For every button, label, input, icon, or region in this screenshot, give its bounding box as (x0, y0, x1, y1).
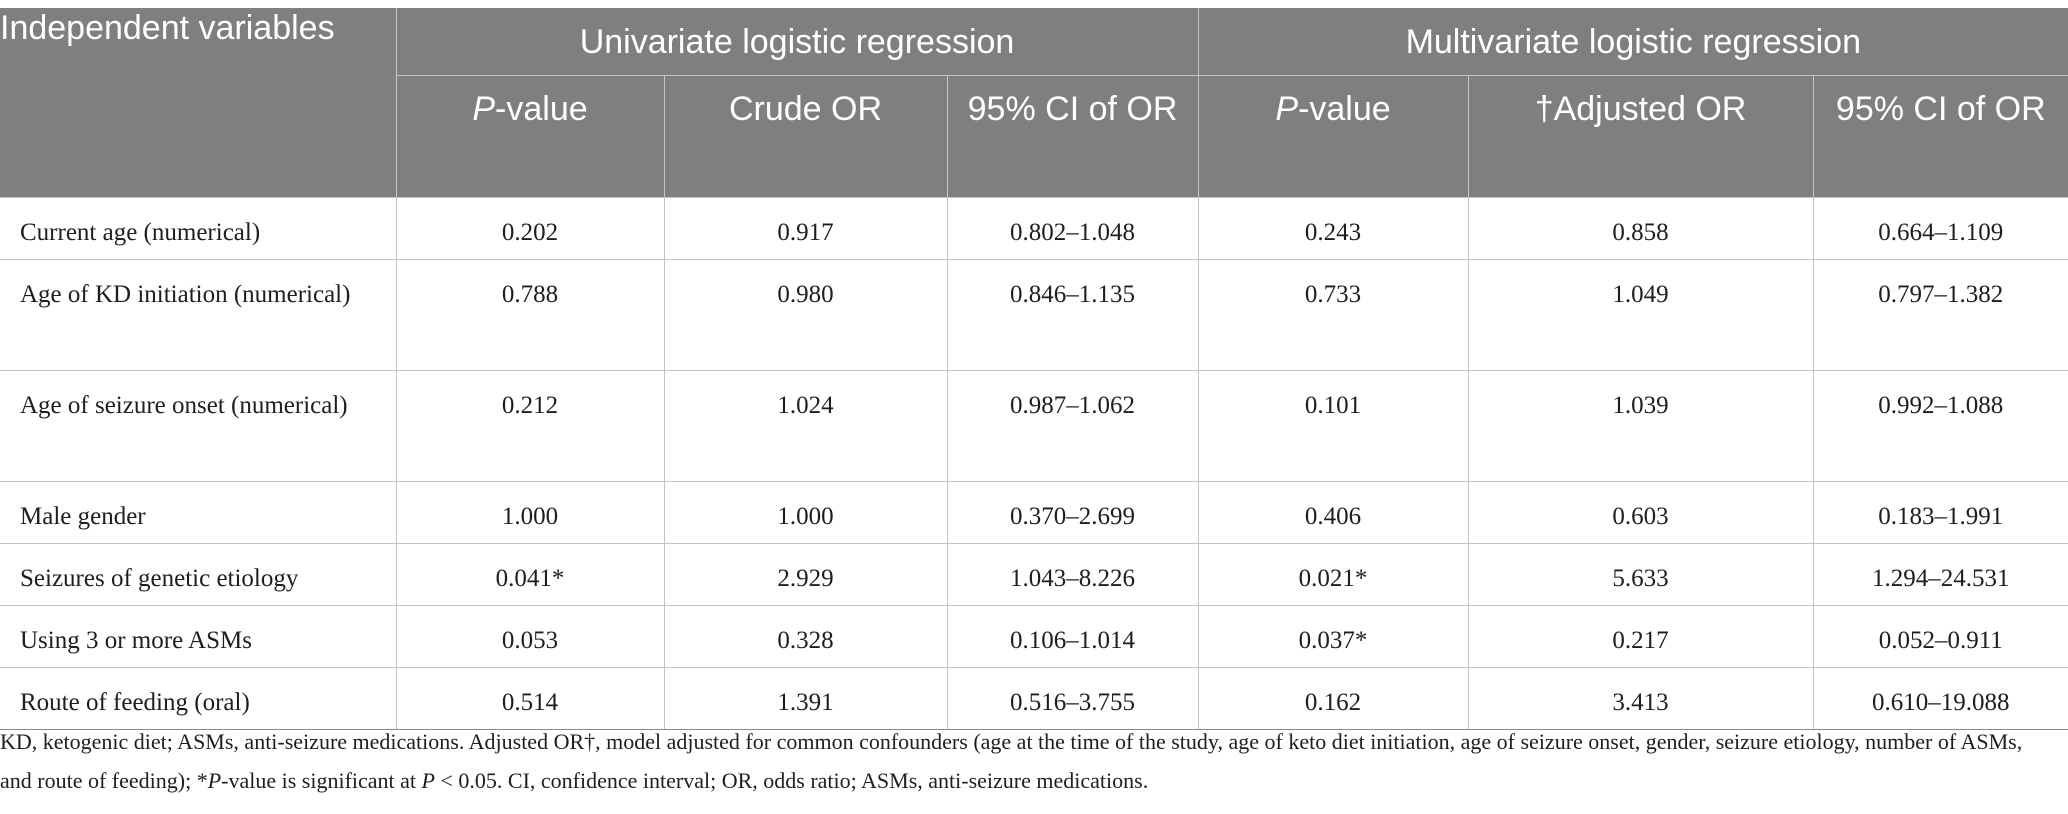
table-row (0, 371, 2068, 482)
cell-variable: Age of KD initiation (numerical) (0, 260, 396, 371)
cell-multi-p: 0.406 (1198, 482, 1468, 544)
cell-adjusted-or: 0.217 (1468, 606, 1813, 668)
cell-uni-ci: 0.846–1.135 (947, 260, 1198, 371)
p-italic: P (1275, 90, 1299, 128)
cell-adjusted-or: 3.413 (1468, 668, 1813, 730)
table-header (0, 8, 2068, 198)
cell-uni-p: 1.000 (396, 482, 664, 544)
cell-multi-p: 0.733 (1198, 260, 1468, 371)
cell-uni-p: 0.202 (396, 198, 664, 260)
cell-crude-or: 1.391 (664, 668, 947, 730)
cell-uni-ci: 0.516–3.755 (947, 668, 1198, 730)
cell-multi-ci: 0.183–1.991 (1813, 482, 2068, 544)
cell-multi-p: 0.101 (1198, 371, 1468, 482)
cell-uni-p: 0.514 (396, 668, 664, 730)
p-suffix: -value (1298, 90, 1391, 128)
cell-multi-ci: 1.294–24.531 (1813, 544, 2068, 606)
cell-variable: Route of feeding (oral) (0, 668, 396, 730)
cell-variable: Male gender (0, 482, 396, 544)
cell-multi-p: 0.021* (1198, 544, 1468, 606)
table-row (0, 198, 2068, 260)
cell-multi-p: 0.243 (1198, 198, 1468, 260)
cell-multi-p: 0.162 (1198, 668, 1468, 730)
header-adjusted-or: †Adjusted OR (1468, 76, 1813, 198)
table-row (0, 260, 2068, 371)
cell-crude-or: 1.000 (664, 482, 947, 544)
header-row-groups (0, 8, 2068, 76)
footnote-part3: < 0.05. CI, confidence interval; OR, odds ratio; ASMs, anti-seizure medications. (435, 768, 1149, 793)
cell-variable: Using 3 or more ASMs (0, 606, 396, 668)
table-row (0, 482, 2068, 544)
cell-multi-p: 0.037* (1198, 606, 1468, 668)
cell-uni-p: 0.212 (396, 371, 664, 482)
cell-multi-ci: 0.797–1.382 (1813, 260, 2068, 371)
footnote-p-italic: P (207, 768, 222, 793)
cell-adjusted-or: 0.858 (1468, 198, 1813, 260)
header-multi-ci: 95% CI of OR (1813, 76, 2068, 198)
cell-uni-p: 0.788 (396, 260, 664, 371)
header-crude-or: Crude OR (664, 76, 947, 198)
cell-uni-ci: 0.106–1.014 (947, 606, 1198, 668)
cell-variable: Current age (numerical) (0, 198, 396, 260)
cell-crude-or: 0.328 (664, 606, 947, 668)
table-container (0, 8, 2068, 730)
header-univariate-group: Univariate logistic regression (396, 8, 1198, 76)
table-row (0, 544, 2068, 606)
cell-crude-or: 0.917 (664, 198, 947, 260)
cell-adjusted-or: 1.049 (1468, 260, 1813, 371)
cell-uni-ci: 0.370–2.699 (947, 482, 1198, 544)
cell-crude-or: 2.929 (664, 544, 947, 606)
cell-variable: Seizures of genetic etiology (0, 544, 396, 606)
table-row (0, 668, 2068, 730)
header-multi-p-value (1198, 76, 1468, 198)
footnote-p-italic: P (421, 768, 435, 793)
header-independent-variables: Independent variables (0, 8, 396, 198)
footnote-part2: -value is significant at (221, 768, 422, 793)
cell-multi-ci: 0.052–0.911 (1813, 606, 2068, 668)
cell-multi-ci: 0.610–19.088 (1813, 668, 2068, 730)
table-row (0, 606, 2068, 668)
header-uni-p-value (396, 76, 664, 198)
cell-multi-ci: 0.664–1.109 (1813, 198, 2068, 260)
cell-uni-ci: 1.043–8.226 (947, 544, 1198, 606)
cell-variable: Age of seizure onset (numerical) (0, 371, 396, 482)
header-uni-ci: 95% CI of OR (947, 76, 1198, 198)
p-suffix: -value (495, 90, 588, 128)
table-footnote (0, 722, 2050, 800)
cell-multi-ci: 0.992–1.088 (1813, 371, 2068, 482)
cell-adjusted-or: 5.633 (1468, 544, 1813, 606)
cell-adjusted-or: 1.039 (1468, 371, 1813, 482)
table-body (0, 198, 2068, 730)
regression-table (0, 8, 2068, 730)
cell-crude-or: 1.024 (664, 371, 947, 482)
cell-uni-ci: 0.802–1.048 (947, 198, 1198, 260)
cell-uni-p: 0.053 (396, 606, 664, 668)
p-italic: P (472, 90, 496, 128)
cell-uni-p: 0.041* (396, 544, 664, 606)
cell-adjusted-or: 0.603 (1468, 482, 1813, 544)
cell-crude-or: 0.980 (664, 260, 947, 371)
footnote-part1: KD, ketogenic diet; ASMs, anti-seizure medications. Adjusted OR†, model adjusted for common confounders (age at the time of the study, age of keto diet initiation, age of seizure onset, gender, seizure etiology, number of ASMs, and route of feeding); * (0, 729, 2023, 793)
cell-uni-ci: 0.987–1.062 (947, 371, 1198, 482)
header-multivariate-group: Multivariate logistic regression (1198, 8, 2068, 76)
